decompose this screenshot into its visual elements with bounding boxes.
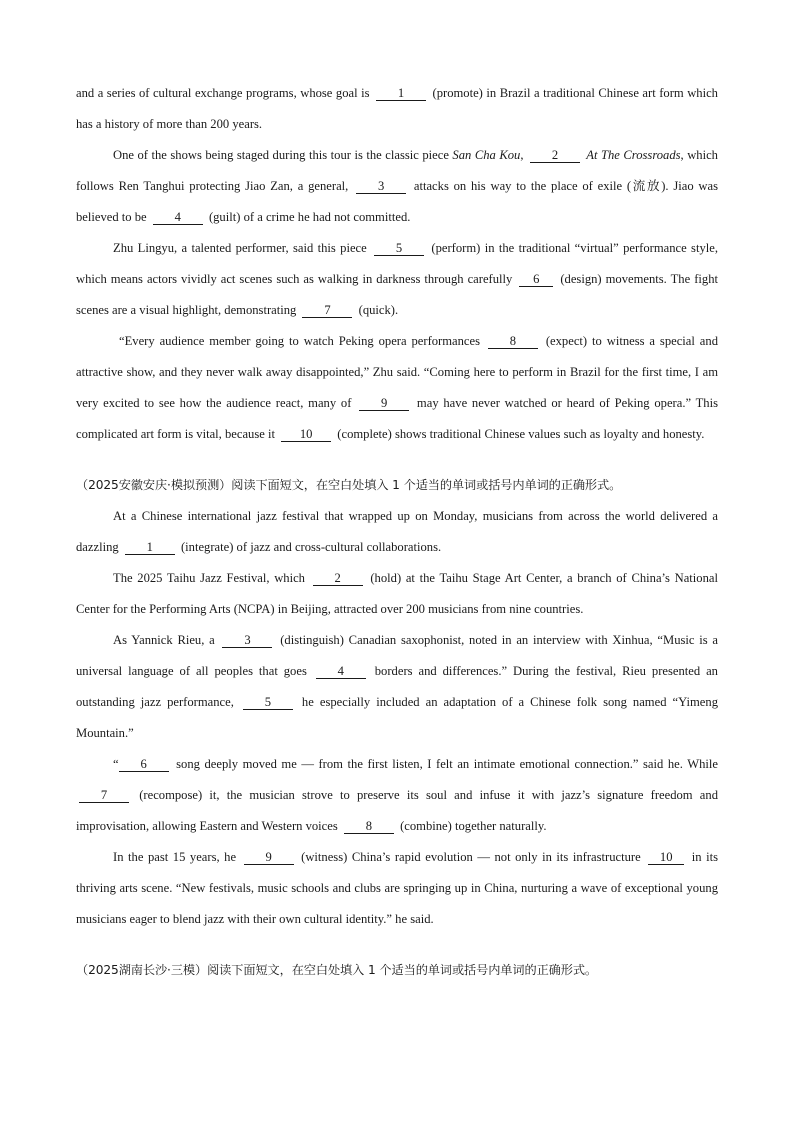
text: At a Chinese international jazz festival that wrapped up on Monday, musicians from across the world delivered a dazzling bbox=[76, 509, 718, 554]
text: “Every audience member going to watch Peking opera performances bbox=[119, 334, 485, 348]
passage2-paragraph1 bbox=[76, 501, 718, 563]
blank-4[interactable]: 4 bbox=[316, 664, 366, 679]
text: he especially included an adaptation of a Chinese folk song named “Yimeng Mountain.” bbox=[76, 695, 718, 740]
text: , bbox=[520, 148, 527, 162]
blank-2[interactable]: 2 bbox=[530, 148, 580, 163]
text: and a series of cultural exchange programs, whose goal is bbox=[76, 86, 374, 100]
blank-2[interactable]: 2 bbox=[313, 571, 363, 586]
section-heading: （2025湖南长沙·三模）阅读下面短文，在空白处填入 1 个适当的单词或括号内单词的正确形式。 bbox=[76, 963, 598, 977]
passage2-paragraph2 bbox=[76, 563, 718, 625]
blank-6[interactable]: 6 bbox=[519, 272, 553, 287]
passage1-paragraph3 bbox=[76, 233, 718, 326]
text: (design) movements. The fight scenes are a visual highlight, demonstrating bbox=[76, 272, 718, 317]
text: may have never watched or heard of Peking opera.” This complicated art form is vital, because it bbox=[76, 396, 718, 441]
blank-5[interactable]: 5 bbox=[374, 241, 424, 256]
blank-7[interactable]: 7 bbox=[302, 303, 352, 318]
text: (combine) together naturally. bbox=[396, 819, 547, 833]
text: “ bbox=[113, 757, 119, 771]
text: (quick). bbox=[355, 303, 399, 317]
text: (integrate) of jazz and cross-cultural collaborations. bbox=[177, 540, 442, 554]
document-page bbox=[76, 78, 718, 986]
blank-3[interactable]: 3 bbox=[356, 179, 406, 194]
section-heading: （2025安徽安庆·模拟预测）阅读下面短文，在空白处填入 1 个适当的单词或括号内单词的正确形式。 bbox=[76, 478, 622, 492]
passage1-paragraph2 bbox=[76, 140, 718, 233]
blank-1[interactable]: 1 bbox=[376, 86, 426, 101]
passage1-paragraph1 bbox=[76, 78, 718, 140]
title-italic: At The Crossroads bbox=[583, 148, 681, 162]
text: (promote) in Brazil a traditional Chinese art form which has a history of more than 200 years. bbox=[76, 86, 718, 131]
text: In the past 15 years, he bbox=[113, 850, 241, 864]
title-italic: San Cha Kou bbox=[452, 148, 521, 162]
passage1-paragraph4 bbox=[76, 326, 718, 450]
text: , which follows Ren Tanghui protecting Jiao Zan, a general, bbox=[76, 148, 718, 193]
text: (perform) in the traditional “virtual” performance style, which means actors vividly act scenes such as walking in darkness through carefully bbox=[76, 241, 718, 286]
text: borders and differences.” During the festival, Rieu presented an outstanding jazz performance, bbox=[76, 664, 718, 709]
text: One of the shows being staged during this tour is the classic piece bbox=[113, 148, 449, 162]
blank-10[interactable]: 10 bbox=[648, 850, 684, 865]
text: Zhu Lingyu, a talented performer, said this piece bbox=[113, 241, 372, 255]
blank-4[interactable]: 4 bbox=[153, 210, 203, 225]
passage2-paragraph3 bbox=[76, 625, 718, 749]
blank-1[interactable]: 1 bbox=[125, 540, 175, 555]
blank-9[interactable]: 9 bbox=[244, 850, 294, 865]
text: (witness) China’s rapid evolution — not only in its infrastructure bbox=[296, 850, 646, 864]
text: (hold) at the Taihu Stage Art Center, a branch of China’s National Center for the Performing Arts (NCPA) in Beijing, attracted over 200 musicians from nine countries. bbox=[76, 571, 718, 616]
text: (recompose) it, the musician strove to preserve its soul and infuse it with jazz’s signature freedom and improvisation, allowing Eastern and Western voices bbox=[76, 788, 718, 833]
passage2-paragraph5 bbox=[76, 842, 718, 935]
blank-8[interactable]: 8 bbox=[344, 819, 394, 834]
text: song deeply moved me — from the first listen, I felt an intimate emotional connection.” said he. While bbox=[171, 757, 718, 771]
blank-5[interactable]: 5 bbox=[243, 695, 293, 710]
text: in its thriving arts scene. “New festivals, music schools and clubs are springing up in China, nurturing a wave of exceptional young musicians eager to blend jazz with their own cultural identity.” he said. bbox=[76, 850, 718, 926]
text: (distinguish) Canadian saxophonist, noted in an interview with Xinhua, “Music is a universal language of all peoples that goes bbox=[76, 633, 718, 678]
text: As Yannick Rieu, a bbox=[113, 633, 220, 647]
passage2-paragraph4 bbox=[76, 749, 718, 842]
text: (complete) shows traditional Chinese values such as loyalty and honesty. bbox=[334, 427, 705, 441]
text: (expect) to witness a special and attractive show, and they never walk away disappointed,” Zhu said. “Coming here to perform in Brazil for the first time, I am very excited to see how the audience react, many of bbox=[76, 334, 718, 410]
text: The 2025 Taihu Jazz Festival, which bbox=[113, 571, 310, 585]
text: attacks on his way to the place of exile (流放). Jiao was believed to be bbox=[76, 179, 718, 224]
blank-8[interactable]: 8 bbox=[488, 334, 538, 349]
blank-9[interactable]: 9 bbox=[359, 396, 409, 411]
blank-7[interactable]: 7 bbox=[79, 788, 129, 803]
blank-6[interactable]: 6 bbox=[119, 757, 169, 772]
blank-3[interactable]: 3 bbox=[222, 633, 272, 648]
text: (guilt) of a crime he had not committed. bbox=[205, 210, 411, 224]
blank-10[interactable]: 10 bbox=[281, 427, 331, 442]
